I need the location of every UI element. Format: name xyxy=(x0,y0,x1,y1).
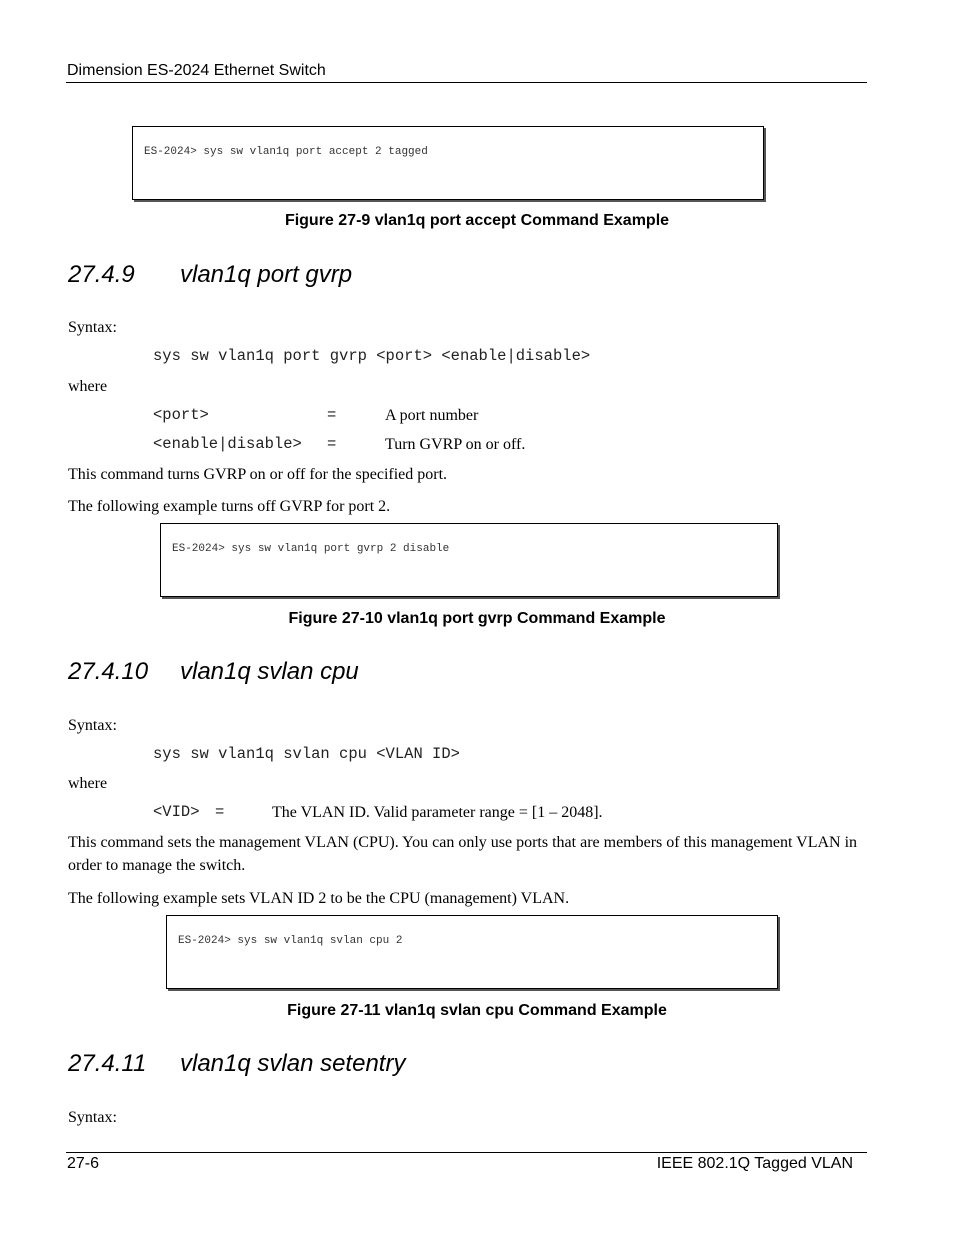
code-example-box xyxy=(166,915,778,989)
code-example-box xyxy=(160,523,778,597)
figure-caption: Figure 27-10 vlan1q port gvrp Command Example xyxy=(288,610,666,627)
param-description: The VLAN ID. Valid parameter range = [1 – 2048]. xyxy=(272,804,603,821)
section-heading xyxy=(68,1049,405,1079)
section-number: 27.4.9 xyxy=(68,261,135,288)
body-paragraph: The following example sets VLAN ID 2 to be the CPU (management) VLAN. xyxy=(68,890,570,907)
code-example-box xyxy=(132,126,764,200)
body-paragraph: This command turns GVRP on or off for the specified port. xyxy=(68,466,448,483)
param-equals: = xyxy=(215,803,225,821)
figure-caption: Figure 27-9 vlan1q port accept Command Example xyxy=(284,212,670,229)
param-equals: = xyxy=(327,406,337,424)
body-paragraph: This command sets the management VLAN (CPU). You can only use ports that are members of this management VLAN in order to manage the switch. xyxy=(68,834,858,874)
param-name: <enable|disable> xyxy=(153,435,302,453)
where-label: where xyxy=(68,775,108,792)
code-text: ES-2024> sys sw vlan1q svlan cpu 2 xyxy=(178,935,403,947)
section-title: vlan1q svlan setentry xyxy=(180,1050,406,1077)
section-number: 27.4.11 xyxy=(68,1050,147,1077)
running-footer-chapter: IEEE 802.1Q Tagged VLAN xyxy=(656,1155,853,1172)
syntax-label: Syntax: xyxy=(68,319,117,336)
syntax-command: sys sw vlan1q svlan cpu <VLAN ID> xyxy=(153,745,460,763)
figure-caption: Figure 27-11 vlan1q svlan cpu Command Example xyxy=(287,1002,667,1019)
section-title: vlan1q svlan cpu xyxy=(180,658,359,685)
param-name: <VID> xyxy=(153,803,200,821)
code-text: ES-2024> sys sw vlan1q port accept 2 tagged xyxy=(144,146,428,158)
header-rule xyxy=(66,82,867,83)
syntax-command: sys sw vlan1q port gvrp <port> <enable|disable> xyxy=(153,347,591,365)
running-header: Dimension ES-2024 Ethernet Switch xyxy=(67,62,326,79)
syntax-label: Syntax: xyxy=(68,717,117,734)
footer-rule xyxy=(66,1152,867,1153)
body-paragraph: The following example turns off GVRP for port 2. xyxy=(68,498,391,515)
code-text: ES-2024> sys sw vlan1q port gvrp 2 disable xyxy=(172,543,450,555)
param-name: <port> xyxy=(153,406,209,424)
param-equals: = xyxy=(327,435,337,453)
section-heading xyxy=(68,260,352,290)
section-number: 27.4.10 xyxy=(68,658,149,685)
param-description: Turn GVRP on or off. xyxy=(385,436,526,453)
page-number: 27-6 xyxy=(67,1155,100,1172)
where-label: where xyxy=(68,378,108,395)
section-heading xyxy=(68,657,359,687)
param-description: A port number xyxy=(385,407,479,424)
syntax-label: Syntax: xyxy=(68,1109,117,1126)
section-title: vlan1q port gvrp xyxy=(180,261,353,288)
